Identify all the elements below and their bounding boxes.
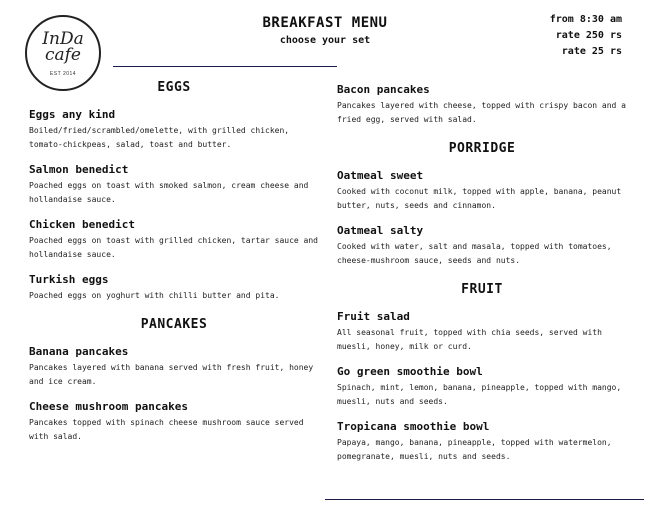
menu-item: [337, 224, 627, 268]
item-name: Banana pancakes: [29, 345, 129, 358]
item-description: Cooked with coconut milk, topped with apple, banana, peanut butter, nuts, seeds and cinnamon.: [337, 187, 622, 210]
menu-title: BREAKFAST MENU: [262, 15, 388, 31]
menu-item: [29, 273, 319, 303]
item-name: Tropicana smoothie bowl: [337, 420, 490, 433]
item-description: Boiled/fried/scrambled/omelette, with grilled chicken, tomato-chickpeas, salad, toast and butter.: [29, 126, 290, 149]
logo-established: EST 2014: [49, 71, 77, 77]
item-name: Cheese mushroom pancakes: [29, 400, 188, 413]
section-title: FRUIT: [461, 282, 503, 297]
menu-item: [337, 169, 627, 213]
item-name: Oatmeal sweet: [337, 169, 424, 182]
item-description: Spinach, mint, lemon, banana, pineapple, topped with mango, muesli, nuts and seeds.: [337, 383, 622, 406]
menu-item: [337, 310, 627, 354]
item-name: Turkish eggs: [29, 273, 109, 286]
section-title: PANCAKES: [140, 317, 208, 332]
section-eggs: [29, 80, 319, 303]
logo-line-2: cafe: [44, 45, 81, 65]
menu-item: [29, 400, 319, 444]
menu-item: [29, 345, 319, 389]
menu-item: [29, 218, 319, 262]
header-divider: [113, 66, 337, 67]
item-description: Poached eggs on toast with grilled chicken, tartar sauce and hollandaise sauce.: [29, 236, 318, 259]
item-name: Salmon benedict: [29, 163, 129, 176]
item-description: Cooked with water, salt and masala, topped with tomatoes, cheese-mushroom sauce, seeds and nuts.: [337, 242, 612, 265]
item-description: Pancakes layered with cheese, topped with crispy bacon and a fried egg, served with salad.: [337, 101, 626, 124]
item-description: All seasonal fruit, topped with chia seeds, served with muesli, honey, milk or curd.: [337, 328, 602, 351]
item-name: Eggs any kind: [29, 108, 116, 121]
item-name: Bacon pancakes: [337, 83, 430, 96]
left-column: [29, 80, 319, 455]
section-title: PORRIDGE: [448, 141, 516, 156]
item-description: Papaya, mango, banana, pineapple, topped with watermelon, pomegranate, muesli, nuts and seeds.: [337, 438, 612, 461]
set-rate: rate 250 rs: [555, 30, 622, 41]
menu-item: [337, 83, 627, 127]
item-name: Oatmeal salty: [337, 224, 424, 237]
item-name: Fruit salad: [337, 310, 410, 323]
right-column: [337, 83, 627, 475]
item-description: Poached eggs on toast with smoked salmon, cream cheese and hollandaise sauce.: [29, 181, 309, 204]
menu-item: [29, 163, 319, 207]
section-title: EGGS: [157, 80, 191, 95]
menu-item: [29, 108, 319, 152]
opening-time: from 8:30 am: [549, 14, 622, 25]
menu-subtitle: choose your set: [279, 35, 371, 46]
logo-text: [27, 31, 99, 63]
logo-line-1: InDa: [42, 29, 84, 49]
extra-rate: rate 25 rs: [561, 46, 622, 57]
item-description: Pancakes topped with spinach cheese mushroom sauce served with salad.: [29, 418, 304, 441]
menu-item: [337, 420, 627, 464]
footer-divider: [325, 499, 644, 500]
item-name: Go green smoothie bowl: [337, 365, 483, 378]
item-name: Chicken benedict: [29, 218, 135, 231]
item-description: Poached eggs on yoghurt with chilli butter and pita.: [29, 291, 280, 300]
item-description: Pancakes layered with banana served with fresh fruit, honey and ice cream.: [29, 363, 314, 386]
menu-item: [337, 365, 627, 409]
section-porridge: [337, 141, 627, 268]
section-pancakes: [29, 317, 319, 444]
section-fruit: [337, 282, 627, 464]
